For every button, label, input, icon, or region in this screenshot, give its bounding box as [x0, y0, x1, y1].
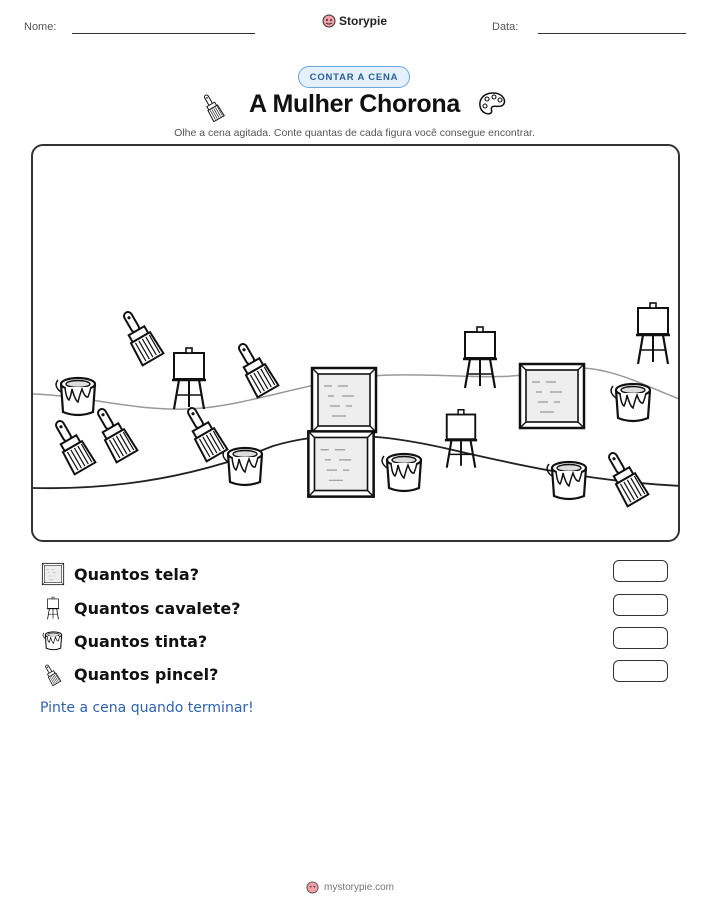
canvas-item: [520, 364, 584, 428]
scene-panel: [31, 144, 680, 542]
name-line[interactable]: [72, 33, 255, 34]
storypie-logo: [322, 14, 387, 28]
pie-mascot-icon: [322, 14, 336, 28]
site-url: mystorypie.com: [324, 882, 395, 893]
color-instruction: Pinte a cena quando terminar!: [40, 700, 254, 716]
question-text: Quantos pincel?: [74, 665, 219, 684]
easel-icon: [41, 596, 65, 620]
question-paint: [41, 629, 671, 653]
question-brush: [41, 662, 671, 686]
question-text: Quantos tela?: [74, 565, 199, 584]
question-canvas: [41, 562, 671, 586]
canvas-item: [312, 368, 376, 432]
date-line[interactable]: [538, 33, 686, 34]
easel-item: [172, 348, 206, 409]
answer-box-canvas[interactable]: [613, 560, 668, 582]
instructions: Olhe a cena agitada. Conte quantas de cada figura você consegue encontrar.: [174, 127, 535, 139]
answer-box-easel[interactable]: [613, 594, 668, 616]
question-text: Quantos cavalete?: [74, 599, 241, 618]
scene-illustration: [33, 146, 680, 542]
question-text: Quantos tinta?: [74, 632, 208, 651]
paintbrush-item: [48, 416, 96, 475]
paint-can-item: [56, 378, 95, 415]
easel-item: [636, 303, 670, 364]
paint-can-item: [547, 462, 586, 499]
palette-icon: [478, 91, 508, 117]
answer-box-brush[interactable]: [613, 660, 668, 682]
name-label: Nome:: [24, 21, 57, 33]
paintbrush-item: [116, 307, 164, 366]
answer-box-paint[interactable]: [613, 627, 668, 649]
paintbrush-item: [231, 339, 279, 398]
canvas-icon: [41, 562, 65, 586]
paint-can-icon: [41, 629, 65, 653]
paintbrush-item: [90, 404, 138, 463]
pie-mascot-icon: [306, 881, 319, 894]
site-footer: [306, 881, 394, 894]
paint-can-item: [382, 454, 421, 491]
paint-can-item: [223, 448, 262, 485]
brand-name: Storypie: [339, 14, 388, 28]
date-label: Data:: [492, 21, 519, 33]
paintbrush-item: [601, 448, 649, 507]
easel-item: [445, 410, 477, 468]
page-title: A Mulher Chorona: [249, 90, 460, 118]
activity-badge: CONTAR A CENA: [298, 66, 410, 88]
paint-can-item: [611, 384, 650, 421]
question-easel: [41, 596, 671, 620]
easel-item: [463, 327, 497, 388]
paintbrush-icon: [41, 662, 65, 686]
paintbrush-item: [180, 403, 228, 462]
canvas-item: [308, 431, 373, 496]
